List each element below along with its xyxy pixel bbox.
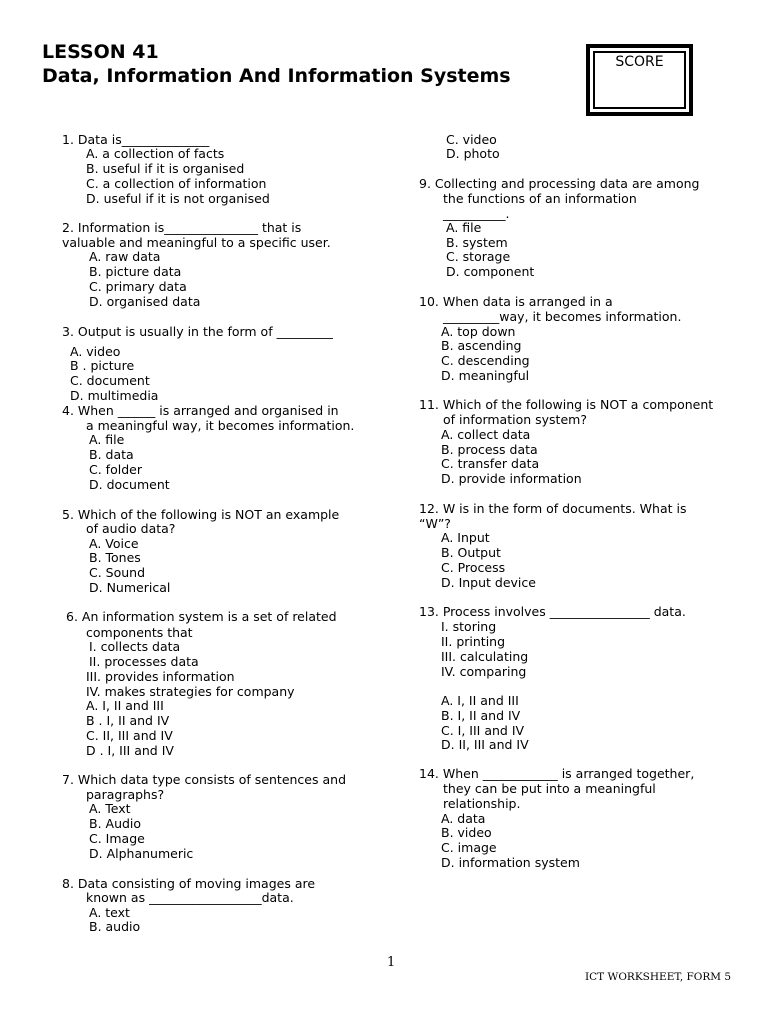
question-line: D. photo (446, 146, 500, 161)
question-line: B. audio (89, 919, 141, 934)
question-line: 14. When ____________ is arranged together, (419, 766, 695, 781)
question-line: D. meaningful (441, 368, 530, 383)
question-line: valuable and meaningful to a specific user. (62, 235, 331, 250)
question-line: “W”? (419, 516, 451, 531)
question-line: B. ascending (441, 338, 522, 353)
question-line: known as __________________data. (86, 890, 294, 905)
question-line: C. video (446, 132, 497, 147)
question-line: A. top down (441, 324, 516, 339)
question-line: II. printing (441, 634, 506, 649)
question-line: __________. (443, 206, 510, 221)
question-line: D. Input device (441, 575, 536, 590)
question-line: D. provide information (441, 471, 582, 486)
question-line: A. file (89, 432, 125, 447)
question-line: 7. Which data type consists of sentences and (62, 772, 347, 787)
page-title: Data, Information And Information Systems (42, 65, 511, 87)
question-line: B. process data (441, 442, 538, 457)
question-line: A. I, II and III (86, 698, 164, 713)
question-line: D. information system (441, 855, 580, 870)
question-line: A. raw data (89, 249, 161, 264)
question-line: A. Input (441, 530, 490, 545)
question-line: 5. Which of the following is NOT an example (62, 507, 340, 522)
question-line: B . picture (70, 358, 135, 373)
question-line: 10. When data is arranged in a (419, 294, 613, 309)
question-line: of information system? (443, 412, 587, 427)
question-line: A. video (70, 344, 121, 359)
question-line: B. useful if it is organised (86, 161, 245, 176)
question-line: B. picture data (89, 264, 182, 279)
question-line: C. a collection of information (86, 176, 267, 191)
question-line: the functions of an information (443, 191, 637, 206)
question-line: a meaningful way, it becomes information. (86, 418, 355, 433)
question-line: 8. Data consisting of moving images are (62, 876, 316, 891)
question-line: D. organised data (89, 294, 201, 309)
question-line: I. collects data (89, 639, 181, 654)
question-line: C. transfer data (441, 456, 540, 471)
question-line: D. multimedia (70, 388, 159, 403)
question-line: 3. Output is usually in the form of _________ (62, 324, 333, 339)
question-line: paragraphs? (86, 787, 165, 802)
question-line: B. Audio (89, 816, 142, 831)
question-line: C. descending (441, 353, 530, 368)
question-line: A. I, II and III (441, 693, 519, 708)
question-line: D. Numerical (89, 580, 171, 595)
question-line: relationship. (443, 796, 521, 811)
question-line: A. Text (89, 801, 131, 816)
page-number: 1 (387, 955, 396, 970)
question-line: C. II, III and IV (86, 728, 173, 743)
question-line: B. Output (441, 545, 501, 560)
question-line: C. image (441, 840, 497, 855)
question-line: 6. An information system is a set of related (66, 609, 337, 624)
question-line: B. video (441, 825, 492, 840)
question-line: C. folder (89, 462, 142, 477)
footer-label: ICT WORKSHEET, FORM 5 (585, 971, 732, 983)
question-line: A. collect data (441, 427, 531, 442)
question-line: 1. Data is______________ (62, 132, 210, 147)
question-line: A. Voice (89, 536, 139, 551)
score-box (586, 44, 693, 116)
question-line: C. I, III and IV (441, 723, 525, 738)
question-line: 11. Which of the following is NOT a component (419, 397, 714, 412)
question-line: they can be put into a meaningful (443, 781, 656, 796)
question-line: C. document (70, 373, 150, 388)
question-line: components that (86, 625, 193, 640)
question-line: A. data (441, 811, 486, 826)
question-line: 4. When ______ is arranged and organised in (62, 403, 339, 418)
question-line: D. II, III and IV (441, 737, 529, 752)
question-line: 12. W is in the form of documents. What is (419, 501, 687, 516)
lesson-number: LESSON 41 (42, 41, 159, 63)
question-line: B. system (446, 235, 508, 250)
question-line: _________way, it becomes information. (443, 309, 682, 324)
question-line: 13. Process involves ________________ data. (419, 604, 686, 619)
question-line: C. Process (441, 560, 506, 575)
question-line: B. data (89, 447, 134, 462)
question-line: C. Sound (89, 565, 146, 580)
question-line: A. text (89, 905, 130, 920)
question-line: 9. Collecting and processing data are among (419, 176, 700, 191)
question-line: D. Alphanumeric (89, 846, 194, 861)
question-line: C. primary data (89, 279, 187, 294)
question-line: III. provides information (86, 669, 235, 684)
question-line: 2. Information is_______________ that is (62, 220, 302, 235)
question-line: B. Tones (89, 550, 141, 565)
question-line: D. component (446, 264, 535, 279)
question-line: IV. comparing (441, 664, 527, 679)
question-line: D. useful if it is not organised (86, 191, 270, 206)
question-line: of audio data? (86, 521, 176, 536)
question-line: A. a collection of facts (86, 146, 225, 161)
score-label: SCORE (615, 54, 664, 70)
question-line: II. processes data (89, 654, 199, 669)
question-line: IV. makes strategies for company (86, 684, 295, 699)
question-line: D . I, III and IV (86, 743, 174, 758)
question-line: III. calculating (441, 649, 529, 664)
question-line: B. I, II and IV (441, 708, 521, 723)
question-line: D. document (89, 477, 170, 492)
question-line: A. file (446, 220, 482, 235)
question-line: C. storage (446, 249, 511, 264)
question-line: B . I, II and IV (86, 713, 170, 728)
question-line: C. Image (89, 831, 145, 846)
question-line: I. storing (441, 619, 497, 634)
